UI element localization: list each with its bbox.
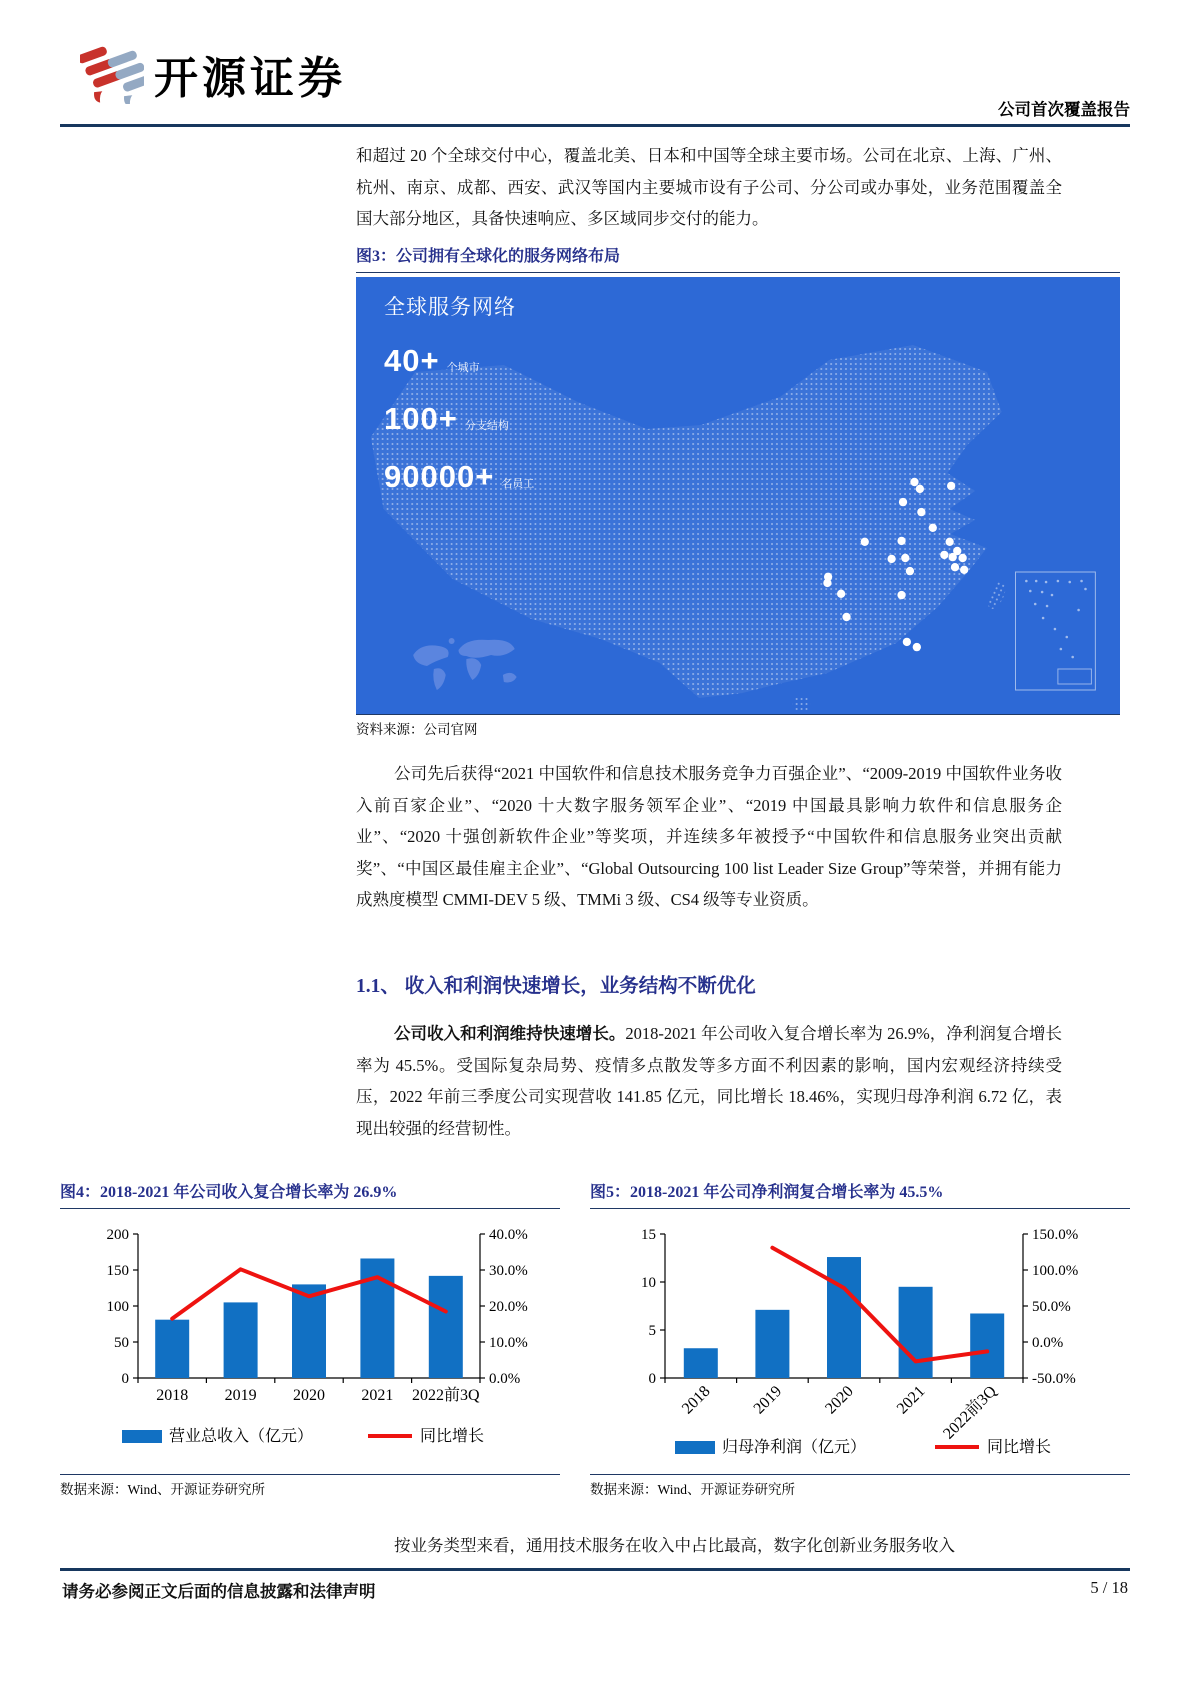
svg-text:2018: 2018 — [678, 1382, 714, 1418]
city-marker — [837, 590, 845, 598]
map-stats-overlay — [384, 291, 534, 495]
svg-text:0: 0 — [648, 1371, 656, 1387]
city-marker — [903, 638, 911, 646]
intro-paragraph: 和超过 20 个全球交付中心，覆盖北美、日本和中国等全球主要市场。公司在北京、上海、广州、杭州、南京、成都、西安、武汉等国内主要城市设有子公司、分公司或办事处，业务范围覆盖全国大部分地区，具备快速响应、多区域同步交付的能力。 — [356, 146, 1062, 228]
city-marker — [960, 566, 968, 574]
growth-paragraph-rest: 2018-2021 年公司收入复合增长率为 26.9%，净利润复合增长率为 45.5%。受国际复杂局势、疫情多点散发等多方面不利因素的影响，国内宏观经济持续受压，2022 年前三季度公司实现营收 141.85 亿元，同比增长 18.46%，实现归母净利润 6.72 亿，表现出较强的经营韧性。 — [356, 1024, 1062, 1138]
footer-disclaimer: 请务必参阅正文后面的信息披露和法律声明 — [62, 1582, 376, 1601]
svg-text:-50.0%: -50.0% — [1032, 1371, 1076, 1387]
stat-label: 分支结构 — [464, 420, 509, 432]
city-marker — [951, 563, 959, 571]
figure3-block — [356, 246, 1120, 740]
city-marker — [899, 498, 907, 506]
city-marker — [842, 613, 850, 621]
svg-text:2021: 2021 — [361, 1387, 394, 1404]
figure5-source: 数据来源：Wind、开源证券研究所 — [590, 1482, 795, 1497]
svg-text:2022前3Q: 2022前3Q — [412, 1387, 480, 1404]
svg-text:5: 5 — [648, 1323, 656, 1339]
brand-logo-icon — [80, 38, 144, 109]
section-1-1-heading — [356, 970, 1076, 998]
svg-text:30.0%: 30.0% — [489, 1263, 528, 1279]
city-marker — [959, 554, 967, 562]
svg-text:100.0%: 100.0% — [1032, 1263, 1079, 1279]
figure5-block — [590, 1182, 1130, 1500]
map-stat-cities — [384, 343, 534, 379]
city-marker — [913, 643, 921, 651]
svg-text:同比增长: 同比增长 — [987, 1439, 1052, 1456]
svg-text:20.0%: 20.0% — [489, 1299, 528, 1315]
svg-text:2020: 2020 — [293, 1387, 325, 1404]
svg-text:50.0%: 50.0% — [1032, 1299, 1071, 1315]
svg-text:50: 50 — [114, 1335, 129, 1351]
svg-text:0.0%: 0.0% — [1032, 1335, 1064, 1351]
section-number: 1.1、 — [356, 976, 400, 997]
map-stat-employees — [384, 459, 534, 495]
city-marker — [946, 538, 954, 546]
svg-text:2022前3Q: 2022前3Q — [940, 1382, 1001, 1443]
growth-paragraph — [356, 1018, 1062, 1144]
svg-text:10: 10 — [641, 1275, 656, 1291]
svg-text:150: 150 — [106, 1263, 129, 1279]
figure4-source: 数据来源：Wind、开源证券研究所 — [60, 1482, 265, 1497]
svg-text:200: 200 — [106, 1227, 129, 1243]
stat-value: 100+ — [384, 401, 458, 436]
svg-text:15: 15 — [641, 1227, 656, 1243]
figure3-source: 资料来源：公司官网 — [356, 722, 478, 737]
closing-paragraph: 按业务类型来看，通用技术服务在收入中占比最高，数字化创新业务服务收入 — [393, 1536, 955, 1555]
figure4-title: 图4：2018-2021 年公司收入复合增长率为 26.9% — [60, 1184, 398, 1201]
report-type-label: 公司首次覆盖报告 — [998, 100, 1130, 119]
city-marker — [940, 551, 948, 559]
city-marker — [910, 478, 918, 486]
brand-logo-text: 开源证券 — [154, 53, 346, 103]
svg-text:150.0%: 150.0% — [1032, 1227, 1079, 1243]
growth-paragraph-lead: 公司收入和利润维持快速增长。 — [393, 1024, 626, 1043]
footer-rule — [60, 1568, 1130, 1571]
svg-text:同比增长: 同比增长 — [420, 1428, 485, 1445]
brand-logo — [80, 38, 346, 109]
svg-text:40.0%: 40.0% — [489, 1227, 528, 1243]
city-marker — [929, 524, 937, 532]
city-marker — [953, 547, 961, 555]
revenue-growth-chart — [60, 1209, 560, 1474]
map-heading: 全球服务网络 — [384, 296, 516, 319]
stat-value: 40+ — [384, 343, 440, 378]
net-profit-growth-chart — [590, 1209, 1130, 1474]
china-service-network-map — [356, 277, 1120, 714]
map-stat-branches — [384, 401, 534, 437]
city-marker — [916, 485, 924, 493]
stat-label: 个城市 — [446, 362, 480, 374]
figure5-title: 图5：2018-2021 年公司净利润复合增长率为 45.5% — [590, 1184, 944, 1201]
header-rule — [60, 124, 1130, 127]
svg-text:0: 0 — [121, 1371, 129, 1387]
svg-text:2019: 2019 — [224, 1387, 257, 1404]
city-marker — [861, 538, 869, 546]
city-marker — [901, 554, 909, 562]
city-marker — [897, 591, 905, 599]
svg-text:归母净利润（亿元）: 归母净利润（亿元） — [722, 1439, 867, 1456]
city-marker — [906, 567, 914, 575]
figure3-title: 图3：公司拥有全球化的服务网络布局 — [356, 248, 621, 265]
section-title: 收入和利润快速增长，业务结构不断优化 — [404, 976, 756, 997]
city-marker — [887, 555, 895, 563]
svg-text:10.0%: 10.0% — [489, 1335, 528, 1351]
svg-text:2021: 2021 — [893, 1382, 929, 1418]
world-map-silhouette — [413, 638, 517, 690]
awards-paragraph: 公司先后获得“2021 中国软件和信息技术服务竞争力百强企业”、“2009-2019 中国软件业务收入前百家企业”、“2020 十大数字服务领军企业”、“2019 中国最具影响力软件和信息服务企业”、“2020 十强创新软件企业”等奖项，并连续多年被授予“中国软件和信息服务业突出贡献奖”、“中国区最佳雇主企业”、“Global Outsourcing 100 list Leader Size Group”等荣誉，并拥有能力成熟度模型 CMMI-DEV 5 级、TMMi 3 级、CS4 级等专业资质。 — [356, 764, 1062, 909]
page-header — [80, 36, 1130, 120]
page-number: 5 / 18 — [1090, 1578, 1128, 1597]
city-marker — [897, 537, 905, 545]
stat-label: 名员工 — [501, 478, 535, 490]
city-marker — [947, 482, 955, 490]
figure4-block — [60, 1182, 560, 1500]
city-marker — [823, 579, 831, 587]
stat-value: 90000+ — [384, 459, 495, 494]
svg-text:2019: 2019 — [750, 1382, 786, 1418]
svg-text:营业总收入（亿元）: 营业总收入（亿元） — [169, 1428, 314, 1445]
svg-text:0.0%: 0.0% — [489, 1371, 521, 1387]
figure3-top-rule — [356, 272, 1120, 273]
svg-text:100: 100 — [106, 1299, 129, 1315]
city-marker — [917, 508, 925, 516]
map-inset-box — [1016, 572, 1096, 690]
svg-text:2018: 2018 — [156, 1387, 189, 1404]
svg-text:2020: 2020 — [822, 1382, 857, 1418]
